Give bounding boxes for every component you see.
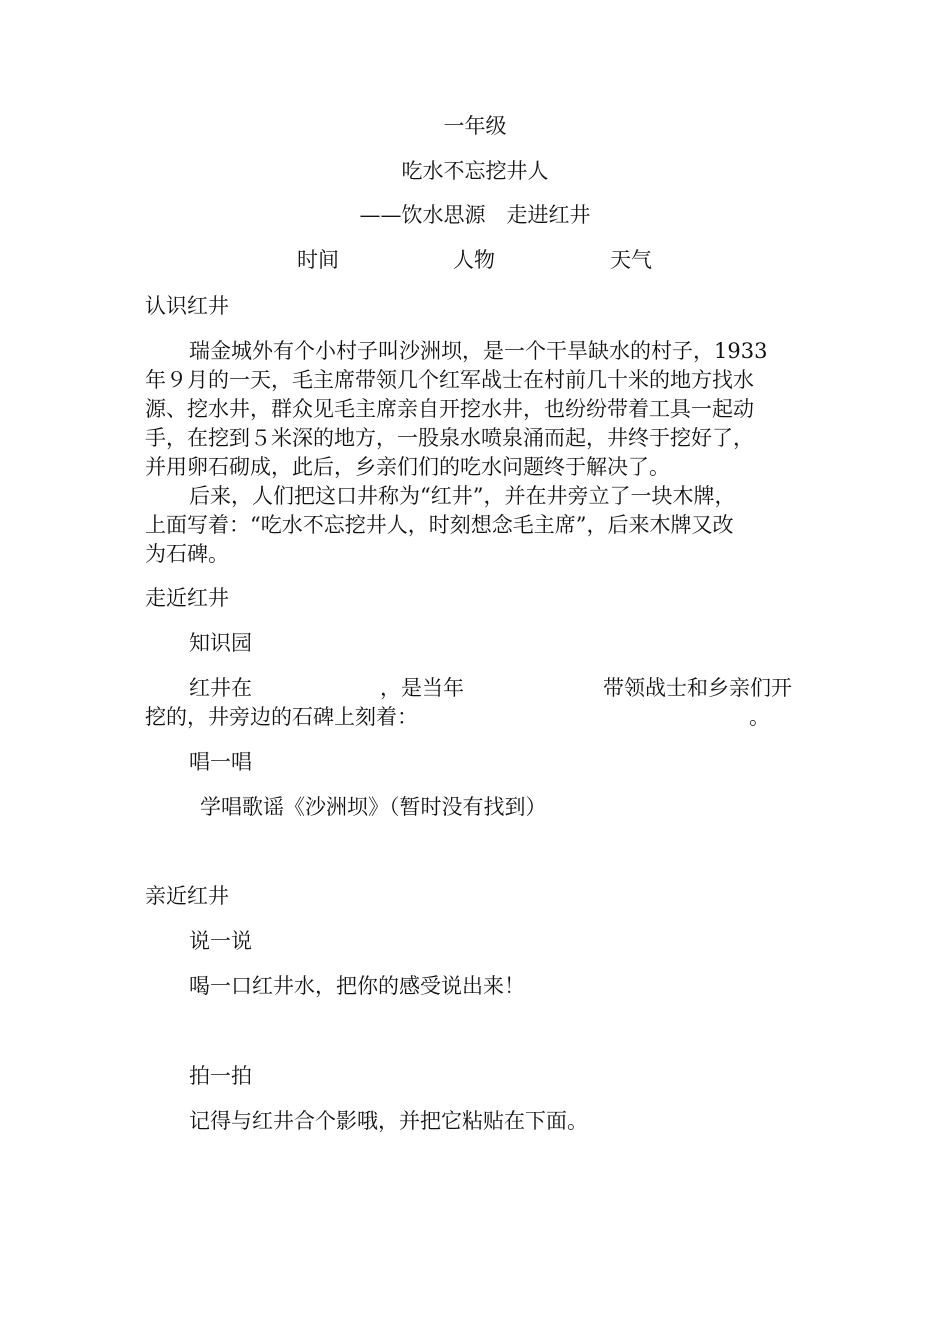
paragraph-line: 并用卵石砌成，此后，乡亲们们的吃水问题终于解决了。 [145, 455, 670, 479]
paragraph-line: 源、挖水井，群众见毛主席亲自开挖水井，也纷纷带着工具一起动 [145, 397, 754, 421]
song-instruction: 学唱歌谣《沙洲坝》（暂时没有找到） [200, 795, 547, 819]
section-heading-know: 认识红井 [145, 294, 229, 318]
section-heading-approach: 走近红井 [145, 586, 229, 610]
photo-instruction: 记得与红井合个影哦，并把它粘贴在下面。 [189, 1109, 588, 1133]
meta-person-label: 人物 [453, 248, 495, 272]
meta-time-label: 时间 [297, 248, 339, 272]
page-subtitle: ——饮水思源 走进红井 [359, 203, 591, 227]
meta-weather-label: 天气 [610, 248, 652, 272]
grade-label: 一年级 [443, 114, 507, 138]
subheading-sing: 唱一唱 [189, 750, 252, 774]
paragraph-line: 年９月的一天，毛主席带领几个红军战士在村前几十米的地方找水 [145, 368, 754, 392]
paragraph-line: 为石碑。 [145, 542, 229, 566]
subheading-speak: 说一说 [189, 929, 252, 953]
fill-text-c: 带领战士和乡亲们开 [603, 676, 792, 700]
paragraph-line: 瑞金城外有个小村子叫沙洲坝，是一个干旱缺水的村子，1933 [189, 339, 768, 363]
speak-instruction: 喝一口红井水，把你的感受说出来！ [189, 974, 525, 998]
paragraph-line: 手，在挖到５米深的地方，一股泉水喷泉涌而起，井终于挖好了， [145, 426, 754, 450]
page-title: 吃水不忘挖井人 [401, 159, 549, 183]
subheading-photo: 拍一拍 [189, 1064, 252, 1088]
fill-text-end: 。 [749, 705, 770, 729]
paragraph-line: 上面写着：“吃水不忘挖井人，时刻想念毛主席”，后来木牌又改 [145, 513, 734, 537]
fill-text-b: ，是当年 [380, 676, 464, 700]
fill-text-a: 红井在 [189, 676, 252, 700]
intro-paragraph [145, 337, 805, 482]
history-paragraph [145, 482, 805, 569]
paragraph-line: 后来，人们把这口井称为“红井”，并在井旁立了一块木牌， [189, 484, 736, 508]
subheading-knowledge: 知识园 [189, 631, 252, 655]
section-heading-close: 亲近红井 [145, 884, 229, 908]
fill-text-d: 挖的，井旁边的石碑上刻着： [145, 705, 418, 729]
